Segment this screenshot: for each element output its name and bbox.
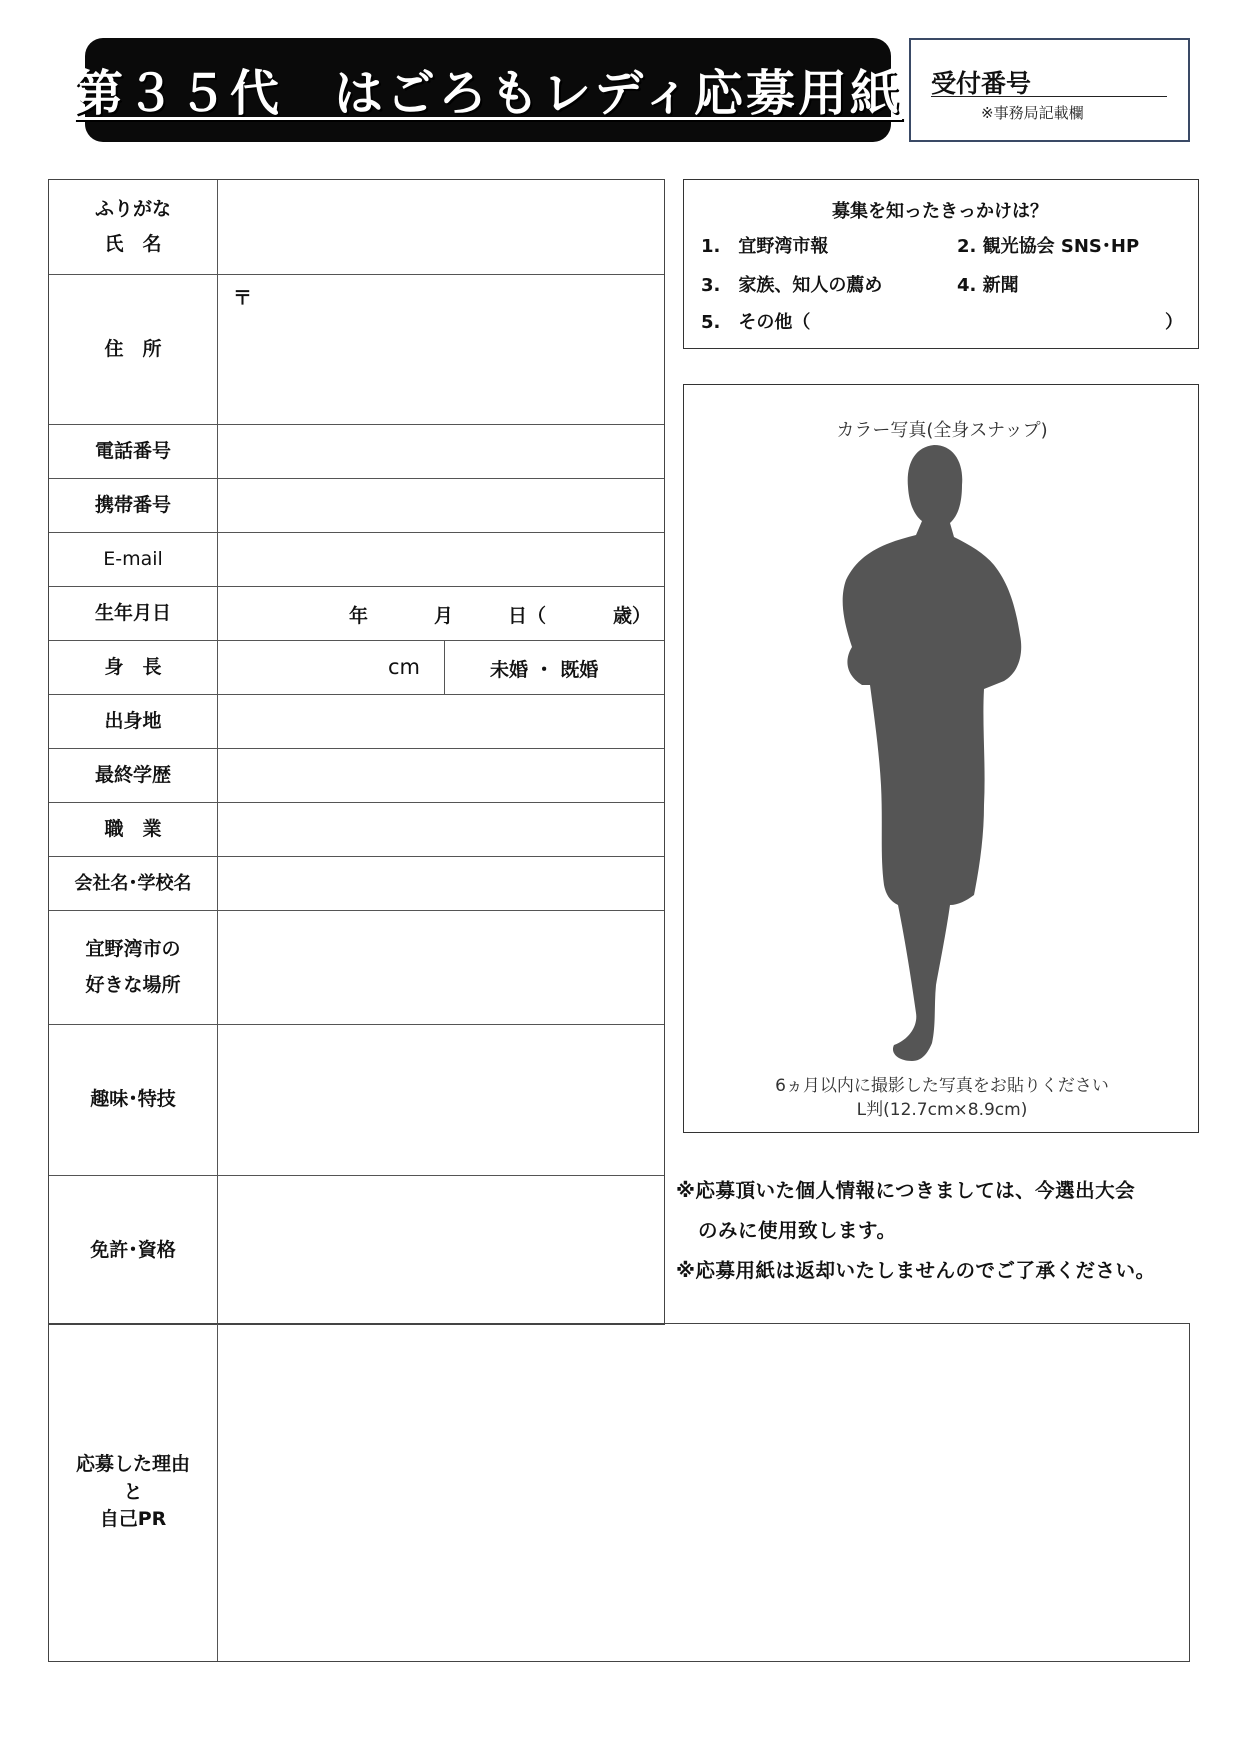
receipt-office-note: ※事務局記載欄 bbox=[981, 104, 1084, 122]
favorite-place-label-line1: 宜野湾市の bbox=[85, 938, 181, 961]
return-policy-note: ※応募用紙は返却いたしませんのでご了承ください。 bbox=[676, 1259, 1156, 1282]
reason-pr-box bbox=[48, 1323, 1190, 1662]
discovery-option-5[interactable]: 5. その他（ bbox=[701, 312, 811, 333]
hometown-label: 出身地 bbox=[49, 695, 218, 748]
hobbies-label: 趣味･特技 bbox=[49, 1025, 218, 1175]
discovery-option-4[interactable]: 4. 新聞 bbox=[957, 275, 1019, 296]
photo-size: L判(12.7cm×8.9cm) bbox=[856, 1100, 1028, 1120]
hometown-row bbox=[49, 695, 664, 749]
birthdate-field[interactable] bbox=[218, 587, 664, 640]
education-row bbox=[49, 749, 664, 803]
license-label: 免許･資格 bbox=[49, 1176, 218, 1326]
discovery-option-2[interactable]: 2. 観光協会 SNS･HP bbox=[957, 236, 1140, 257]
discovery-source-box bbox=[683, 179, 1199, 349]
privacy-note-line2: のみに使用致します。 bbox=[698, 1219, 897, 1242]
discovery-option-5-close: ） bbox=[1165, 312, 1183, 333]
occupation-row bbox=[49, 803, 664, 857]
birth-month-unit: 月 bbox=[434, 605, 454, 627]
occupation-label: 職 業 bbox=[49, 803, 218, 856]
receipt-number-label: 受付番号 bbox=[931, 69, 1032, 98]
mobile-field[interactable] bbox=[218, 479, 664, 532]
address-row bbox=[49, 275, 664, 425]
form-title-banner bbox=[73, 38, 903, 142]
company-field[interactable] bbox=[218, 857, 664, 910]
birth-day-unit: 日（ bbox=[508, 605, 547, 627]
name-label: 氏 名 bbox=[104, 233, 162, 255]
phone-label: 電話番号 bbox=[49, 425, 218, 478]
reason-pr-field[interactable] bbox=[218, 1324, 1189, 1661]
applicant-info-table bbox=[48, 179, 665, 1325]
birth-year-unit: 年 bbox=[349, 605, 369, 627]
height-label: 身 長 bbox=[49, 641, 218, 694]
address-field[interactable] bbox=[218, 275, 664, 424]
mobile-label: 携帯番号 bbox=[49, 479, 218, 532]
email-field[interactable] bbox=[218, 533, 664, 586]
reason-label-line3: 自己PR bbox=[99, 1508, 167, 1531]
favorite-place-label-line2: 好きな場所 bbox=[85, 973, 181, 996]
discovery-source-heading: 募集を知ったきっかけは？ bbox=[832, 201, 1048, 222]
license-field[interactable] bbox=[218, 1176, 664, 1326]
discovery-option-1[interactable]: 1. 宜野湾市報 bbox=[701, 236, 829, 257]
phone-row bbox=[49, 425, 664, 479]
occupation-field[interactable] bbox=[218, 803, 664, 856]
education-field[interactable] bbox=[218, 749, 664, 802]
name-row bbox=[49, 180, 664, 275]
hobbies-field[interactable] bbox=[218, 1025, 664, 1175]
receipt-number-line bbox=[931, 96, 1167, 97]
phone-field[interactable] bbox=[218, 425, 664, 478]
height-field[interactable] bbox=[218, 641, 664, 694]
address-label: 住 所 bbox=[49, 275, 218, 424]
marital-status-options[interactable]: 未婚 ・ 既婚 bbox=[490, 659, 599, 681]
form-title: 第３５代 はごろもレディ応募用紙 bbox=[73, 65, 903, 122]
email-label: E-mail bbox=[49, 533, 218, 586]
education-label: 最終学歴 bbox=[49, 749, 218, 802]
receipt-number-box bbox=[909, 38, 1190, 142]
company-row bbox=[49, 857, 664, 911]
name-label-cell bbox=[49, 180, 218, 274]
hometown-field[interactable] bbox=[218, 695, 664, 748]
favorite-place-row bbox=[49, 911, 664, 1025]
mobile-row bbox=[49, 479, 664, 533]
discovery-option-3[interactable]: 3. 家族、知人の薦め bbox=[701, 275, 883, 296]
reason-pr-label-cell bbox=[49, 1324, 218, 1661]
birthdate-label: 生年月日 bbox=[49, 587, 218, 640]
photo-attachment-box bbox=[683, 384, 1199, 1133]
height-divider bbox=[444, 641, 445, 694]
birthdate-row bbox=[49, 587, 664, 641]
email-row bbox=[49, 533, 664, 587]
reason-label-line2: と bbox=[123, 1480, 143, 1503]
hobbies-row bbox=[49, 1025, 664, 1176]
photo-caption: カラー写真(全身スナップ) bbox=[836, 420, 1048, 441]
name-field[interactable] bbox=[218, 180, 664, 274]
silhouette-shape bbox=[843, 445, 1022, 1061]
person-silhouette-icon bbox=[684, 385, 1199, 1133]
reason-label-line1: 応募した理由 bbox=[75, 1453, 190, 1476]
favorite-place-field[interactable] bbox=[218, 911, 664, 1024]
birth-age-unit: 歳） bbox=[613, 605, 652, 627]
privacy-note-line1: ※応募頂いた個人情報につきましては、今選出大会 bbox=[676, 1179, 1136, 1202]
height-unit: cm bbox=[388, 655, 421, 679]
photo-instruction: 6ヵ月以内に撮影した写真をお貼りください bbox=[775, 1076, 1109, 1096]
license-row bbox=[49, 1176, 664, 1326]
postal-mark: 〒 bbox=[233, 287, 253, 309]
furigana-label: ふりがな bbox=[94, 197, 171, 220]
company-label: 会社名･学校名 bbox=[49, 857, 218, 910]
favorite-place-label-cell bbox=[49, 911, 218, 1024]
height-row bbox=[49, 641, 664, 695]
